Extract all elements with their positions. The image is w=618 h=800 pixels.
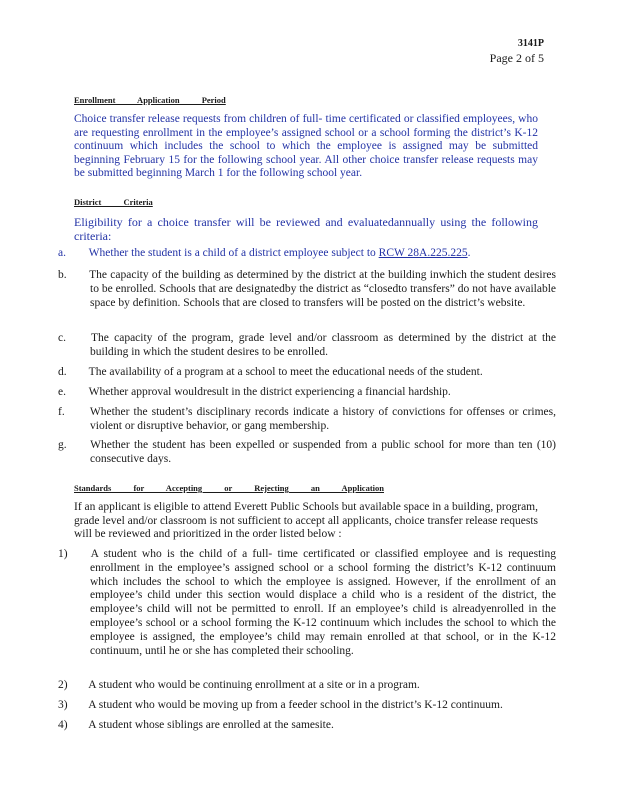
priority-item-2 [58, 679, 556, 693]
item-text: The availability of a program at a school to meet the educational needs of the student. [88, 366, 483, 378]
item-end: . [467, 247, 471, 259]
item-text: A student who is the child of a full- time certificated or classified employee and is requesting enrollment in the employee’s assigned school or a school forming the district’s K-12 continuum which includes the school to which the employee is assigned. However, if the enrollment of an employee’s child under this section would displace a child who is a resident of the district, the employee’s child will not be permitted to enroll. If an employee’s child is alreadyenrolled in the employee’s school or a school forming the K-12 continuum which includes the school to which the employee is assigned, the employee’s child may remain enrolled at that school, or in the K-12 continuum, until he or she has completed their schooling. [90, 548, 556, 657]
item-text: The capacity of the building as determined by the district at the building inwhich the student desires to be enrolled. Schools that are designatedby the district as “closedto transfers” do not have available space by definition. Schools that are closed to transfers will be posted on the district’s website. [89, 269, 556, 309]
item-marker: 4) [58, 719, 68, 731]
item-text: Whether the student has been expelled or suspended from a public school for more than ten (10) consecutive days. [90, 439, 556, 465]
item-text: The capacity of the program, grade level and/or classroom as determined by the district at the building in which the student desires to be enrolled. [90, 332, 556, 358]
page-number: Page 2 of 5 [489, 51, 544, 65]
item-text: Whether the student’s disciplinary records indicate a history of convictions for offenses or crimes, violent or disruptive behavior, or gang membership. [89, 406, 556, 432]
item-marker: b. [58, 269, 67, 281]
item-marker: c. [58, 332, 66, 344]
criteria-intro: Eligibility for a choice transfer will be reviewed and evaluatedannually using the following criteria: [74, 215, 538, 243]
criteria-item-g [58, 439, 556, 467]
item-text: Whether the student is a child of a district employee subject to [88, 247, 379, 259]
standards-heading: Standards for Accepting or Rejecting an Application [74, 483, 384, 493]
rcw-link[interactable]: RCW 28A.225.225 [378, 247, 468, 259]
item-marker: d. [58, 366, 67, 378]
priority-item-3 [58, 699, 556, 713]
criteria-item-b [58, 269, 556, 310]
criteria-item-d [58, 366, 556, 380]
priority-item-4 [58, 719, 556, 733]
criteria-item-f [58, 406, 556, 434]
item-text: A student who would be continuing enrollment at a site or in a program. [88, 679, 420, 691]
item-text: A student who would be moving up from a feeder school in the district’s K-12 continuum. [88, 699, 503, 711]
item-text: A student whose siblings are enrolled at the samesite. [88, 719, 334, 731]
item-marker: 3) [58, 699, 68, 711]
policy-id: 3141P [517, 38, 544, 49]
item-text: Whether approval wouldresult in the district experiencing a financial hardship. [88, 386, 451, 398]
item-marker: 1) [58, 548, 68, 560]
criteria-item-c [58, 332, 556, 360]
standards-intro: If an applicant is eligible to attend Everett Public Schools but available space in a building, program, grade level and/or classroom is not sufficient to accept all applicants, choice transfer release requests will be reviewed and prioritized in the order listed below : [74, 501, 538, 541]
enrollment-paragraph: Choice transfer release requests from children of full- time certificated or classified employees, who are requesting enrollment in the employee’s assigned school or a school forming the district’s K-12 continuum which includes the school to which the employee is assigned may be submitted beginning February 15 for the following school year. All other choice transfer release requests may be submitted beginning March 1 for the following school year. [74, 113, 538, 180]
enrollment-heading: Enrollment Application Period [74, 95, 226, 105]
criteria-item-a [58, 247, 556, 261]
item-marker: 2) [58, 679, 68, 691]
item-marker: f. [58, 406, 65, 418]
criteria-heading: District Criteria [74, 197, 153, 207]
item-marker: e. [58, 386, 66, 398]
item-marker: a. [58, 247, 66, 259]
criteria-item-e [58, 386, 556, 400]
priority-item-1 [58, 548, 556, 658]
item-marker: g. [58, 439, 67, 451]
